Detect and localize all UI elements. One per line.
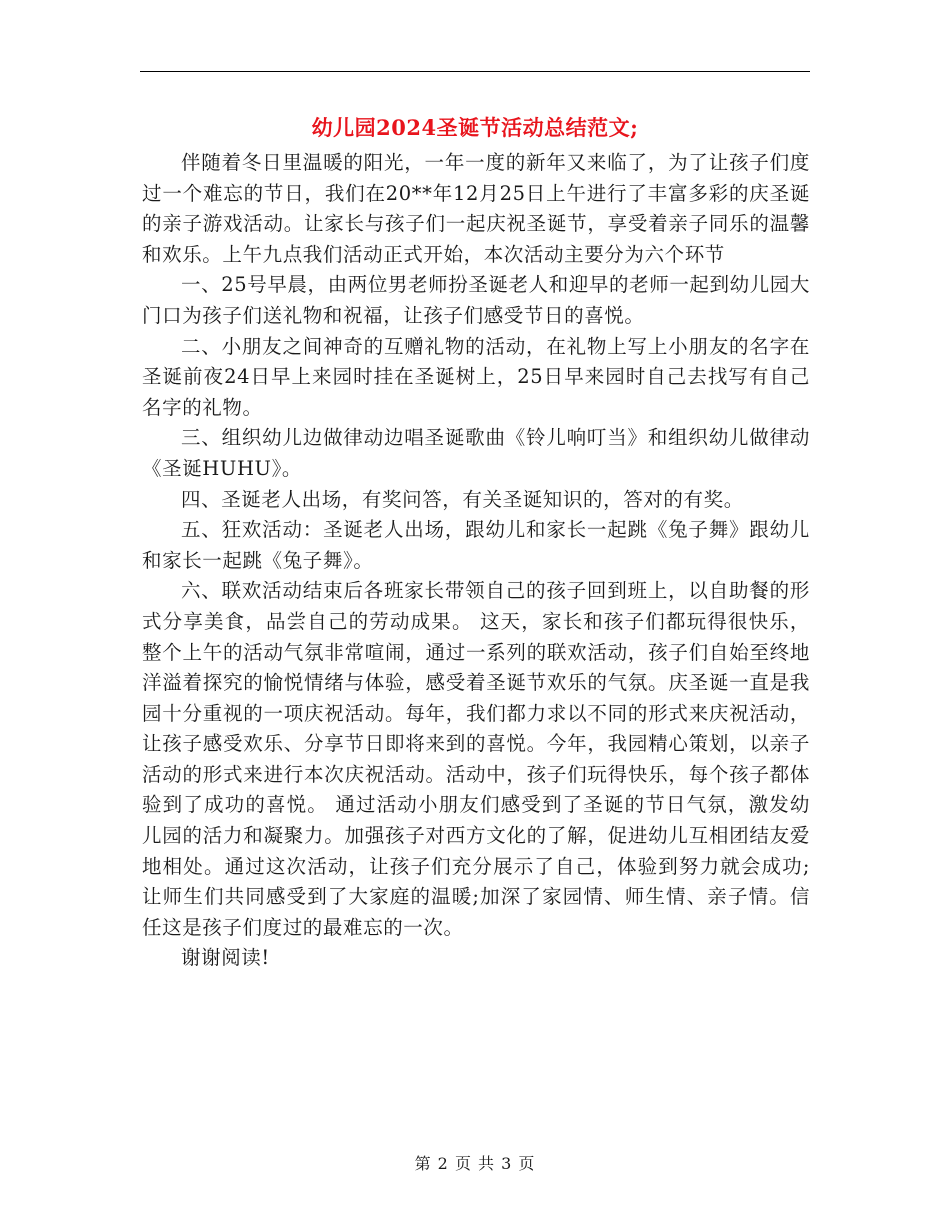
paragraph-step-4: 四、圣诞老人出场，有奖问答，有关圣诞知识的，答对的有奖。 [181, 487, 744, 511]
paragraph-step-2: 二、小朋友之间神奇的互赠礼物的活动，在礼物上写上小朋友的名字在圣诞前夜24日早上来园时挂在圣诞树上，25日早来园时自己去找写有自己名字的礼物。 [142, 334, 810, 419]
document-body [142, 148, 810, 974]
paragraph-step-5: 五、狂欢活动：圣诞老人出场，跟幼儿和家长一起跳《兔子舞》跟幼儿和家长一起跳《兔子舞》。 [142, 518, 810, 572]
paragraph-intro: 伴随着冬日里温暖的阳光，一年一度的新年又来临了，为了让孩子们度过一个难忘的节日，我们在20**年12月25日上午进行了丰富多彩的庆圣诞的亲子游戏活动。让家长与孩子们一起庆祝圣诞节，享受着亲子同乐的温馨和欢乐。上午九点我们活动正式开始，本次活动主要分为六个环节 [142, 151, 810, 266]
paragraph-step-1: 一、25号早晨，由两位男老师扮圣诞老人和迎早的老师一起到幼儿园大门口为孩子们送礼物和祝福，让孩子们感受节日的喜悦。 [142, 273, 811, 327]
header-rule [140, 71, 810, 72]
paragraph-step-6: 六、联欢活动结束后各班家长带领自己的孩子回到班上，以自助餐的形式分享美食，品尝自己的劳动成果。 这天，家长和孩子们都玩得很快乐，整个上午的活动气氛非常喧闹，通过一系列的联欢活动，孩子们自始至终地洋溢着探究的愉悦情绪与体验，感受着圣诞节欢乐的气氛。庆圣诞一直是我园十分重视的一项庆祝活动。每年，我们都力求以不同的形式来庆祝活动，让孩子感受欢乐、分享节日即将来到的喜悦。今年，我园精心策划，以亲子活动的形式来进行本次庆祝活动。活动中，孩子们玩得快乐，每个孩子都体验到了成功的喜悦。 通过活动小朋友们感受到了圣诞的节日气氛，激发幼儿园的活力和凝聚力。加强孩子对西方文化的了解，促进幼儿互相团结友爱地相处。通过这次活动，让孩子们充分展示了自己，体验到努力就会成功;让师生们共同感受到了大家庭的温暖;加深了家园情、师生情、亲子情。信任这是孩子们度过的最难忘的一次。 [142, 579, 810, 939]
paragraph-closing: 谢谢阅读! [181, 946, 270, 970]
document-title: 幼儿园2024圣诞节活动总结范文; [311, 115, 639, 140]
page-number-footer: 第 2 页 共 3 页 [414, 1154, 536, 1173]
paragraph-step-3: 三、组织幼儿边做律动边唱圣诞歌曲《铃儿响叮当》和组织幼儿做律动《圣诞HUHU》。 [142, 426, 810, 480]
